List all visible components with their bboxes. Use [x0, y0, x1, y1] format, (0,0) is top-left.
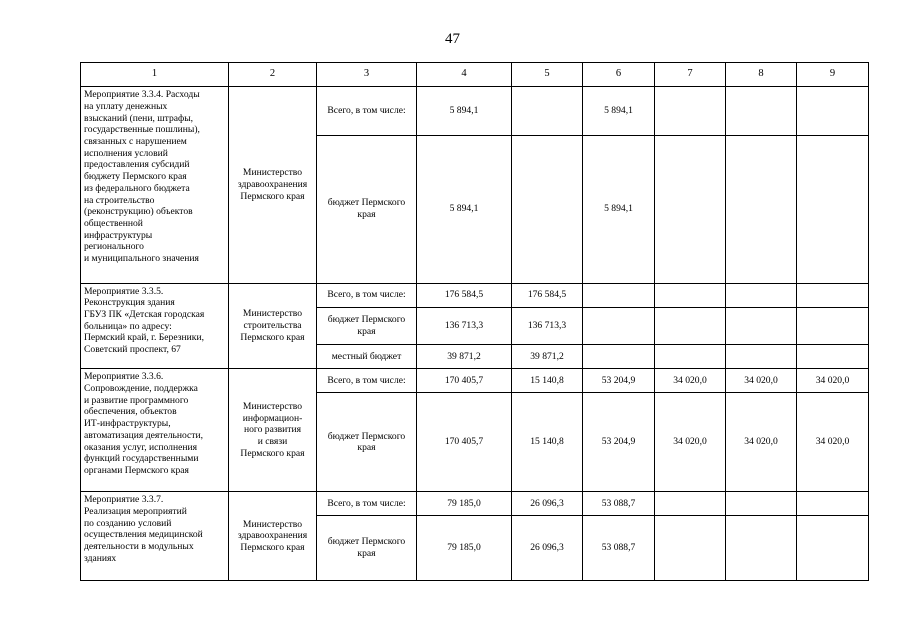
- activity-name: Мероприятие 3.3.4. Расходы на уплату денежных взысканий (пени, штрафы, государственные пошлины), связанных с нарушением исполнения условий предоставления субсидий бюджету Пермского края из федерального бюджета на строительство (реконструкцию) объектов общественной инфраструктуры регионального и муниципального значения: [81, 87, 229, 284]
- column-header: 8: [726, 63, 797, 87]
- amount-cell: 5 894,1: [417, 87, 512, 135]
- executor: Министерство информацион- ного развития и связи Пермского края: [229, 369, 317, 492]
- amount-cell: [726, 135, 797, 283]
- amount-cell: [726, 492, 797, 516]
- amount-cell: [726, 87, 797, 135]
- executor: Министерство строительства Пермского края: [229, 283, 317, 369]
- executor: Министерство здравоохранения Пермского края: [229, 87, 317, 284]
- funding-source: бюджет Пермского края: [317, 307, 417, 344]
- column-header: 1: [81, 63, 229, 87]
- column-header: 3: [317, 63, 417, 87]
- column-header: 9: [797, 63, 869, 87]
- amount-cell: [797, 307, 869, 344]
- amount-cell: [797, 492, 869, 516]
- amount-cell: 34 020,0: [797, 393, 869, 492]
- amount-cell: 176 584,5: [512, 283, 583, 307]
- funding-source: Всего, в том числе:: [317, 283, 417, 307]
- funding-source: бюджет Пермского края: [317, 393, 417, 492]
- activity-name: Мероприятие 3.3.6. Сопровождение, поддержка и развитие программного обеспечения, объектов ИТ-инфраструктуры, автоматизация деятельности, оказания услуг, исполнения функций государственными органами Пермского края: [81, 369, 229, 492]
- amount-cell: 53 088,7: [583, 516, 655, 581]
- column-header: 4: [417, 63, 512, 87]
- amount-cell: [583, 283, 655, 307]
- amount-cell: 5 894,1: [583, 135, 655, 283]
- column-header: 7: [655, 63, 726, 87]
- amount-cell: 53 088,7: [583, 492, 655, 516]
- amount-cell: 136 713,3: [512, 307, 583, 344]
- activity-name: Мероприятие 3.3.5. Реконструкция здания ГБУЗ ПК «Детская городская больница» по адресу: Пермский край, г. Березники, Советский проспект, 67: [81, 283, 229, 369]
- amount-cell: 26 096,3: [512, 492, 583, 516]
- amount-cell: 15 140,8: [512, 393, 583, 492]
- amount-cell: 176 584,5: [417, 283, 512, 307]
- amount-cell: [655, 516, 726, 581]
- amount-cell: [655, 492, 726, 516]
- amount-cell: 34 020,0: [726, 393, 797, 492]
- amount-cell: [797, 87, 869, 135]
- amount-cell: 26 096,3: [512, 516, 583, 581]
- amount-cell: [797, 516, 869, 581]
- amount-cell: 34 020,0: [726, 369, 797, 393]
- amount-cell: 79 185,0: [417, 516, 512, 581]
- amount-cell: 39 871,2: [417, 345, 512, 369]
- amount-cell: [797, 283, 869, 307]
- amount-cell: [797, 345, 869, 369]
- column-header: 6: [583, 63, 655, 87]
- activity-name: Мероприятие 3.3.7. Реализация мероприятий по созданию условий осуществления медицинской деятельности в модульных зданиях: [81, 492, 229, 581]
- amount-cell: 5 894,1: [583, 87, 655, 135]
- amount-cell: [512, 87, 583, 135]
- amount-cell: [655, 307, 726, 344]
- amount-cell: [512, 135, 583, 283]
- funding-source: Всего, в том числе:: [317, 87, 417, 135]
- header-row: [81, 63, 869, 87]
- table-row: [81, 283, 869, 307]
- amount-cell: [583, 307, 655, 344]
- table-row: [81, 369, 869, 393]
- amount-cell: [726, 307, 797, 344]
- amount-cell: [726, 283, 797, 307]
- amount-cell: [655, 345, 726, 369]
- funding-source: Всего, в том числе:: [317, 492, 417, 516]
- amount-cell: 34 020,0: [655, 369, 726, 393]
- column-header: 5: [512, 63, 583, 87]
- table-row: [81, 87, 869, 135]
- funding-source: бюджет Пермского края: [317, 516, 417, 581]
- amount-cell: 39 871,2: [512, 345, 583, 369]
- amount-cell: 79 185,0: [417, 492, 512, 516]
- program-table: [80, 62, 869, 581]
- table-row: [81, 492, 869, 516]
- funding-source: Всего, в том числе:: [317, 369, 417, 393]
- amount-cell: 53 204,9: [583, 369, 655, 393]
- funding-source: бюджет Пермского края: [317, 135, 417, 283]
- amount-cell: [583, 345, 655, 369]
- amount-cell: [655, 283, 726, 307]
- amount-cell: [726, 516, 797, 581]
- executor: Министерство здравоохранения Пермского края: [229, 492, 317, 581]
- amount-cell: 34 020,0: [797, 369, 869, 393]
- amount-cell: 5 894,1: [417, 135, 512, 283]
- amount-cell: 53 204,9: [583, 393, 655, 492]
- amount-cell: [797, 135, 869, 283]
- amount-cell: [655, 135, 726, 283]
- column-header: 2: [229, 63, 317, 87]
- page-number: 47: [445, 31, 460, 47]
- amount-cell: [726, 345, 797, 369]
- amount-cell: 170 405,7: [417, 369, 512, 393]
- amount-cell: 170 405,7: [417, 393, 512, 492]
- amount-cell: 15 140,8: [512, 369, 583, 393]
- funding-source: местный бюджет: [317, 345, 417, 369]
- amount-cell: 34 020,0: [655, 393, 726, 492]
- amount-cell: [655, 87, 726, 135]
- amount-cell: 136 713,3: [417, 307, 512, 344]
